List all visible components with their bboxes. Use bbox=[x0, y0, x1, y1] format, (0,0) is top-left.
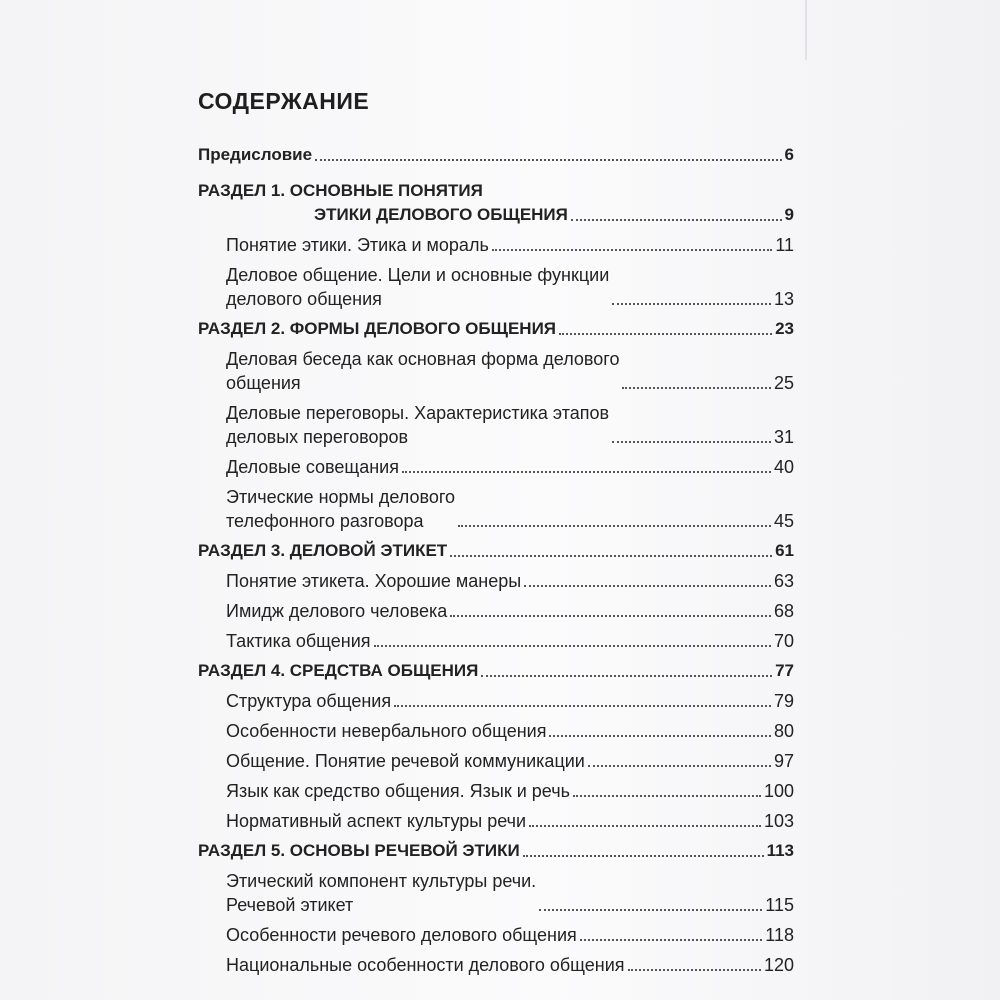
toc-entry-label bbox=[226, 569, 521, 593]
toc-entry-line: общения bbox=[226, 373, 301, 393]
toc-entry-label bbox=[198, 317, 556, 341]
toc-page-number: 63 bbox=[773, 571, 794, 591]
toc-entry-line: РАЗДЕЛ 4. СРЕДСТВА ОБЩЕНИЯ bbox=[198, 661, 479, 680]
toc-entry-line: Особенности невербального общения bbox=[226, 721, 547, 741]
toc-page-number: 118 bbox=[765, 925, 794, 945]
toc-subsection-entry bbox=[198, 953, 794, 977]
toc-section-entry bbox=[198, 179, 794, 227]
toc-entry-label bbox=[226, 599, 447, 623]
toc-subsection-entry bbox=[198, 485, 794, 533]
toc-page-number: 9 bbox=[784, 205, 794, 224]
toc-page-number: 100 bbox=[763, 781, 794, 801]
toc-page-number: 11 bbox=[775, 235, 794, 255]
toc-entry-line: Деловая беседа как основная форма делового bbox=[226, 349, 620, 369]
toc-entry-label bbox=[226, 263, 609, 311]
table-of-contents bbox=[198, 88, 794, 983]
toc-entry-label bbox=[226, 809, 526, 833]
dot-leader bbox=[524, 585, 771, 587]
dot-leader bbox=[458, 525, 771, 527]
toc-entry-line: Национальные особенности делового общения bbox=[226, 955, 625, 975]
toc-subsection-entry bbox=[198, 263, 794, 311]
toc-entry-line: РАЗДЕЛ 3. ДЕЛОВОЙ ЭТИКЕТ bbox=[198, 541, 448, 560]
toc-entry-line: телефонного разговора bbox=[226, 511, 424, 531]
toc-entry-label bbox=[198, 839, 520, 863]
toc-section-entry bbox=[198, 839, 794, 863]
dot-leader bbox=[374, 645, 771, 647]
toc-title: СОДЕРЖАНИЕ bbox=[198, 88, 370, 114]
toc-page-number: 79 bbox=[773, 691, 794, 711]
toc-subsection-entry bbox=[198, 347, 794, 395]
toc-entry-line: Понятие этики. Этика и мораль bbox=[226, 235, 489, 255]
toc-entry-line: РАЗДЕЛ 1. ОСНОВНЫЕ ПОНЯТИЯ bbox=[198, 181, 483, 200]
toc-entry-line: Понятие этикета. Хорошие манеры bbox=[226, 571, 522, 591]
toc-section-entry bbox=[198, 317, 794, 341]
toc-entry-label bbox=[226, 749, 585, 773]
toc-entry-line: делового общения bbox=[226, 289, 382, 309]
toc-subsection-entry bbox=[198, 809, 794, 833]
dot-leader bbox=[573, 795, 761, 797]
toc-entry-label bbox=[198, 179, 568, 227]
toc-entry-label bbox=[226, 401, 609, 449]
toc-entries bbox=[198, 143, 794, 977]
dot-leader bbox=[549, 735, 771, 737]
toc-subsection-entry bbox=[198, 599, 794, 623]
toc-entry-line: Деловое общение. Цели и основные функции bbox=[226, 265, 610, 285]
dot-leader bbox=[559, 333, 772, 335]
toc-entry-line: Особенности речевого делового общения bbox=[226, 925, 577, 945]
toc-subsection-entry bbox=[198, 629, 794, 653]
toc-page-number: 113 bbox=[766, 841, 794, 860]
page-fold-line bbox=[805, 0, 807, 60]
toc-preface-entry bbox=[198, 143, 794, 167]
dot-leader bbox=[612, 441, 771, 443]
dot-leader bbox=[571, 219, 782, 221]
toc-entry-line: Речевой этикет bbox=[226, 895, 354, 915]
toc-entry-line: ЭТИКИ ДЕЛОВОГО ОБЩЕНИЯ bbox=[314, 205, 568, 224]
toc-entry-line: Тактика общения bbox=[226, 631, 371, 651]
toc-entry-label bbox=[226, 869, 536, 917]
dot-leader bbox=[450, 615, 771, 617]
toc-page-number: 97 bbox=[773, 751, 794, 771]
toc-page-number: 61 bbox=[775, 541, 794, 560]
dot-leader bbox=[481, 675, 772, 677]
toc-page-number: 103 bbox=[763, 811, 794, 831]
toc-entry-label bbox=[226, 485, 455, 533]
toc-entry-line: Общение. Понятие речевой коммуникации bbox=[226, 751, 585, 771]
toc-page-number: 68 bbox=[773, 601, 794, 621]
toc-entry-label bbox=[198, 539, 447, 563]
toc-page-number: 6 bbox=[784, 145, 794, 164]
dot-leader bbox=[622, 387, 771, 389]
toc-entry-line: Этический компонент культуры речи. bbox=[226, 871, 537, 891]
toc-entry-line: РАЗДЕЛ 2. ФОРМЫ ДЕЛОВОГО ОБЩЕНИЯ bbox=[198, 319, 557, 338]
toc-entry-label bbox=[198, 143, 312, 167]
toc-page-number: 40 bbox=[773, 457, 794, 477]
toc-page-number: 25 bbox=[773, 373, 794, 393]
dot-leader bbox=[612, 303, 771, 305]
toc-subsection-entry bbox=[198, 569, 794, 593]
toc-entry-label bbox=[226, 629, 371, 653]
toc-page-number: 31 bbox=[773, 427, 794, 447]
dot-leader bbox=[394, 705, 771, 707]
dot-leader bbox=[402, 471, 771, 473]
toc-page-number: 80 bbox=[773, 721, 794, 741]
dot-leader bbox=[628, 969, 761, 971]
toc-entry-line: Предисловие bbox=[198, 145, 313, 164]
dot-leader bbox=[315, 159, 781, 161]
toc-subsection-entry bbox=[198, 401, 794, 449]
toc-entry-line: РАЗДЕЛ 5. ОСНОВЫ РЕЧЕВОЙ ЭТИКИ bbox=[198, 841, 520, 860]
toc-subsection-entry bbox=[198, 923, 794, 947]
toc-page-number: 45 bbox=[773, 511, 794, 531]
dot-leader bbox=[492, 249, 772, 251]
dot-leader bbox=[523, 855, 764, 857]
toc-section-entry bbox=[198, 659, 794, 683]
dot-leader bbox=[450, 555, 772, 557]
toc-section-entry bbox=[198, 539, 794, 563]
dot-leader bbox=[539, 909, 762, 911]
toc-subsection-entry bbox=[198, 455, 794, 479]
toc-page-number: 115 bbox=[765, 895, 794, 915]
toc-page-number: 77 bbox=[775, 661, 794, 680]
dot-leader bbox=[588, 765, 771, 767]
dot-leader bbox=[580, 939, 763, 941]
toc-subsection-entry bbox=[198, 779, 794, 803]
toc-page-number: 70 bbox=[773, 631, 794, 651]
dot-leader bbox=[529, 825, 761, 827]
toc-entry-line: Деловые переговоры. Характеристика этапов bbox=[226, 403, 610, 423]
toc-entry-label bbox=[226, 455, 399, 479]
toc-entry-label bbox=[226, 233, 489, 257]
toc-entry-line: Язык как средство общения. Язык и речь bbox=[226, 781, 570, 801]
toc-entry-label bbox=[226, 347, 619, 395]
toc-entry-line: Имидж делового человека bbox=[226, 601, 448, 621]
toc-page-number: 13 bbox=[773, 289, 794, 309]
toc-entry-label bbox=[226, 779, 570, 803]
toc-entry-label bbox=[226, 923, 577, 947]
toc-entry-label bbox=[226, 719, 546, 743]
toc-subsection-entry bbox=[198, 719, 794, 743]
toc-subsection-entry bbox=[198, 233, 794, 257]
toc-entry-label bbox=[226, 689, 391, 713]
toc-page-number: 120 bbox=[763, 955, 794, 975]
toc-subsection-entry bbox=[198, 689, 794, 713]
toc-entry-line: Структура общения bbox=[226, 691, 392, 711]
toc-entry-label bbox=[198, 659, 478, 683]
toc-subsection-entry bbox=[198, 749, 794, 773]
toc-entry-line: Нормативный аспект культуры речи bbox=[226, 811, 527, 831]
toc-subsection-entry bbox=[198, 869, 794, 917]
toc-entry-line: Деловые совещания bbox=[226, 457, 399, 477]
toc-entry-line: деловых переговоров bbox=[226, 427, 409, 447]
toc-page-number: 23 bbox=[775, 319, 794, 338]
toc-entry-line: Этические нормы делового bbox=[226, 487, 456, 507]
toc-entry-label bbox=[226, 953, 625, 977]
